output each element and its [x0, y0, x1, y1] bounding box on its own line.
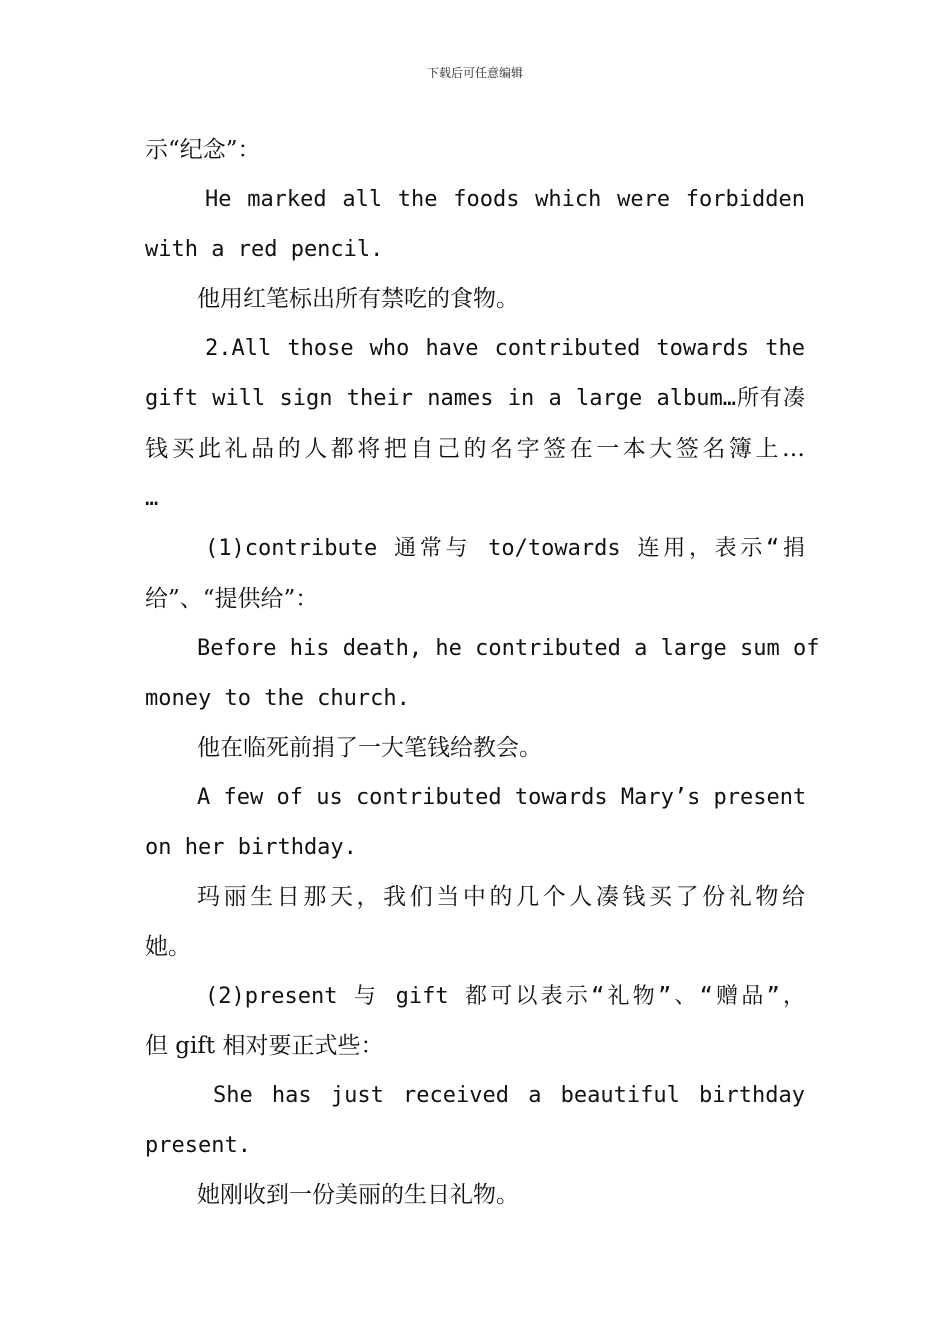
text-line: 他用红笔标出所有禁吃的食物。 — [197, 286, 519, 312]
text-line: 她。 — [145, 934, 191, 960]
text-line: (1)contribute 通常与 to/towards 连用，表示“捐 — [205, 536, 805, 561]
text-line: gift will sign their names in a large album…所有凑 — [145, 386, 805, 411]
text-line: on her birthday. — [145, 835, 357, 860]
text-line: with a red pencil. — [145, 237, 384, 262]
text-line: present. — [145, 1133, 251, 1158]
text-line: Before his death, he contributed a large sum of — [197, 636, 820, 661]
text-line: 但 gift 相对要正式些： — [145, 1033, 384, 1059]
text-line: She has just received a beautiful birthday — [213, 1083, 805, 1108]
text-line: 给”、“提供给”： — [145, 586, 319, 612]
page-header: 下载后可任意编辑 — [426, 66, 523, 80]
text-line: 2.All those who have contributed towards the — [205, 336, 805, 361]
text-line: 她刚收到一份美丽的生日礼物。 — [197, 1182, 519, 1208]
text-line: He marked all the foods which were forbidden — [205, 187, 805, 212]
text-line: A few of us contributed towards Mary’s present — [197, 785, 807, 810]
text-line: (2)present 与 gift 都可以表示“礼物”、“赠品”， — [205, 984, 805, 1009]
text-line: 示“纪念”： — [145, 137, 261, 163]
text-line: … — [145, 486, 159, 511]
text-line: 他在临死前捐了一大笔钱给教会。 — [197, 735, 542, 761]
text-line: money to the church. — [145, 686, 410, 711]
text-line: 钱买此礼品的人都将把自己的名字签在一本大签名簿上… — [145, 436, 805, 462]
text-line: 玛丽生日那天，我们当中的几个人凑钱买了份礼物给 — [197, 884, 805, 910]
